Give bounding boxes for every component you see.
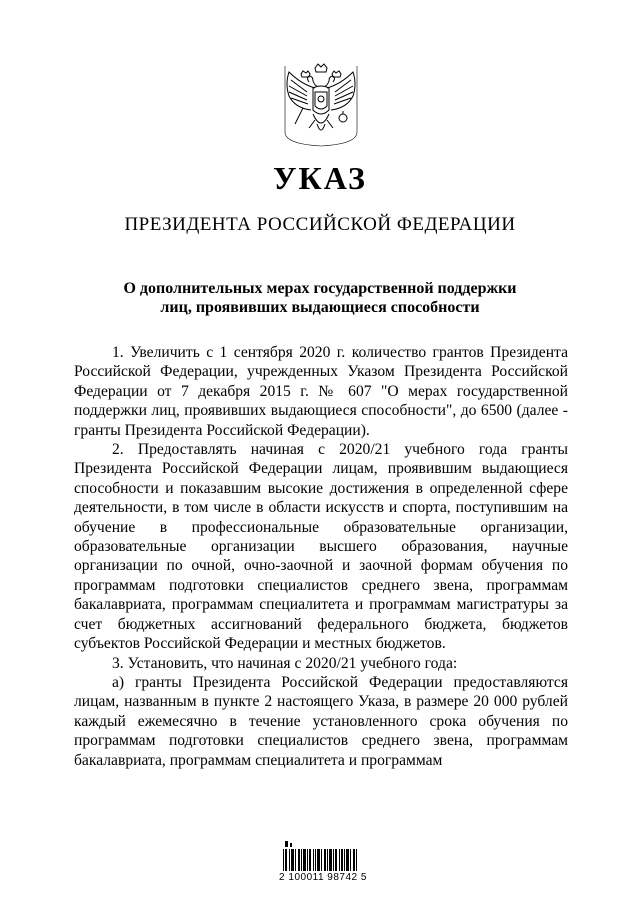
paragraph-3a: а) гранты Президента Российской Федерации предоставляются лицам, названным в пункте 2 настоящего Указа, в размере 20 000 рублей каждый ежемесячно в течение установленного срока обучения по программам подготовки специалистов среднего звена, программам бакалавриата, программам специалитета и программам: [74, 673, 568, 769]
paragraph-3: 3. Установить, что начиная с 2020/21 учебного года:: [112, 654, 458, 672]
decree-title: УКАЗ: [273, 160, 367, 196]
heading-line-2: лиц, проявивших выдающиеся способности: [160, 299, 480, 316]
decree-heading: [70, 279, 570, 317]
decree-subtitle: ПРЕЗИДЕНТА РОССИЙСКОЙ ФЕДЕРАЦИИ: [124, 214, 516, 235]
decree-body: [74, 343, 568, 770]
coat-of-arms-icon: [281, 62, 361, 147]
paragraph-1: 1. Увеличить с 1 сентября 2020 г. количество грантов Президента Российской Федерации, учрежденных Указом Президента Российской Федерации от 7 декабря 2015 г. № 607 "О мерах государственной поддержки лиц, проявивших выдающиеся способности", до 6500 (далее - гранты Президента Российской Федерации).: [74, 344, 568, 439]
paragraph-2: 2. Предоставлять начиная с 2020/21 учебного года гранты Президента Российской Федерации лицам, проявившим выдающиеся способности и показавшим высокие достижения в определенной сфере деятельности, в том числе в области искусств и спорта, поступившим на обучение в профессиональные образовательные организации, образовательные организации высшего образования, научные организации по очной, очно-заочной и заочной формам обучения по программам подготовки специалистов среднего звена, программам бакалавриата, программам специалитета и программам магистратуры за счет бюджетных ассигнований федерального бюджета, бюджетов субъектов Российской Федерации и местных бюджетов.: [74, 441, 568, 653]
barcode-number: 2 100011 98742 5: [279, 872, 367, 883]
heading-line-1: О дополнительных мерах государственной поддержки: [123, 280, 517, 297]
